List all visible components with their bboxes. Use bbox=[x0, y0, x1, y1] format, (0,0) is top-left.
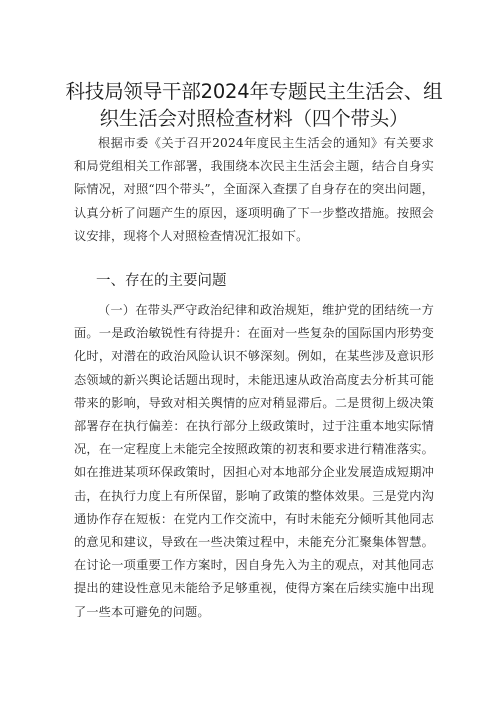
section-body-paragraph: （一）在带头严守政治纪律和政治规矩，维护党的团结统一方面。一是政治敏锐性有待提升：在面对一些复杂的国际国内形势变化时，对潜在的政治风险认识不够深刻。例如，在某些涉及意识形态领域的新兴舆论话题出现时，未能迅速从政治高度去分析其可能带来的影响，导致对相关舆情的应对稍显滞后。二是贯彻上级决策部署存在执行偏差：在执行部分上级政策时，过于注重本地实际情况，在一定程度上未能完全按照政策的初衷和要求进行精准落实。如在推进某项环保政策时，因担心对本地部分企业发展造成短期冲击，在执行力度上有所保留，影响了政策的整体效果。三是党内沟通协作存在短板：在党内工作交流中，有时未能充分倾听其他同志的意见和建议，导致在一些决策过程中，未能充分汇聚集体智慧。在讨论一项重要工作方案时，因自身先入为主的观点，对其他同志提出的建设性意见未能给予足够重视，使得方案在后续实施中出现了一些本可避免的问题。 bbox=[74, 303, 434, 619]
section-heading: 一、存在的主要问题 bbox=[96, 273, 227, 289]
document-title: 科技局领导干部2024年专题民主生活会、组织生活会对照检查材料（四个带头） bbox=[65, 80, 443, 130]
intro-paragraph: 根据市委《关于召开2024年度民主生活会的通知》有关要求和局党组相关工作部署，我围绕本次民主生活会主题，结合自身实际情况，对照“四个带头”，全面深入查摆了自身存在的突出问题，认真分析了问题产生的原因，逐项明确了下一步整改措施。按照会议安排，现将个人对照检查情况汇报如下。 bbox=[74, 136, 434, 243]
